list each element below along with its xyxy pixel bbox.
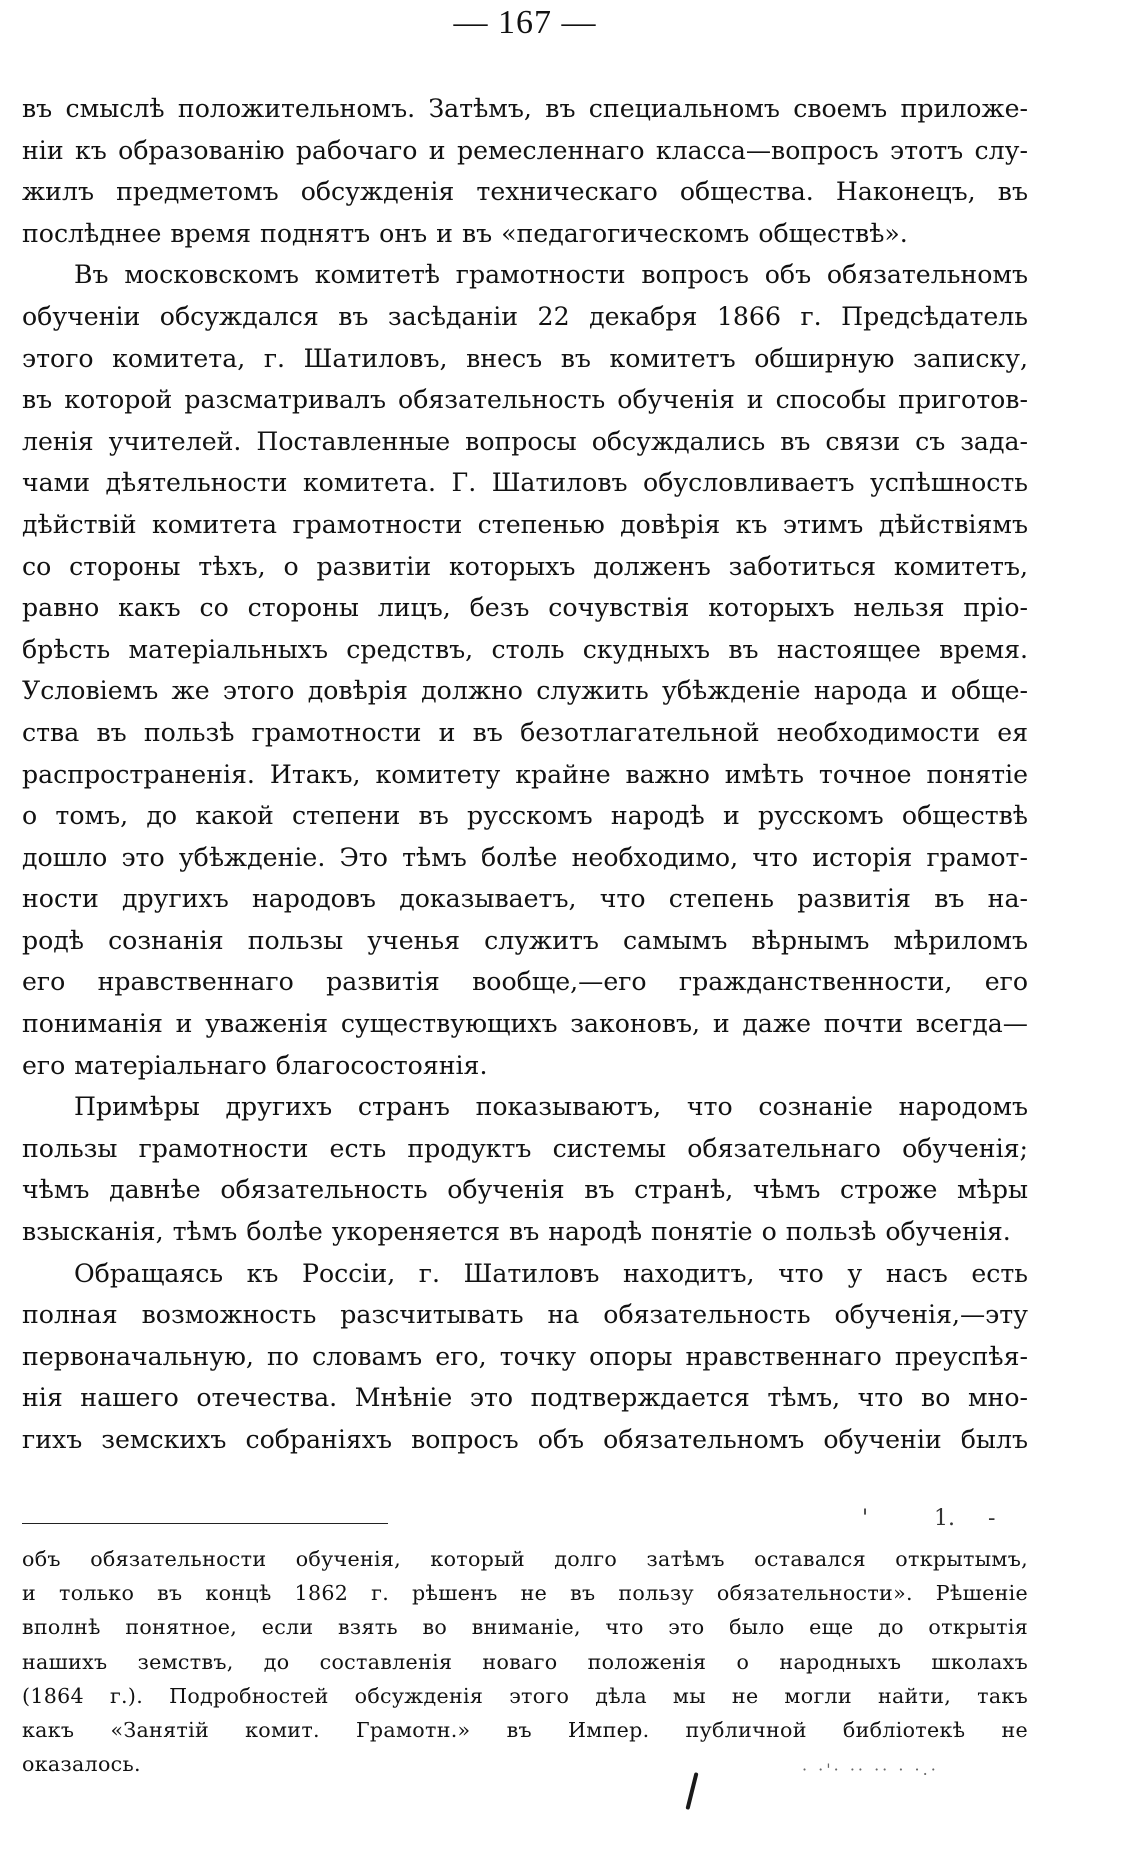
text-line: дошло это убѣжденiе. Это тѣмъ болѣе необходимо, что исторiя грамот- [22, 842, 1028, 872]
footnote-line: оказалось. [22, 1752, 141, 1777]
text-line: нiя нашего отечества. Мнѣнiе это подтверждается тѣмъ, что во мно- [22, 1383, 1028, 1413]
text-line: въ которой разсматривалъ обязательность обученiя и способы приготов- [22, 385, 1028, 415]
text-line: его матерiальнаго благосостоянiя. [22, 1050, 488, 1080]
text-line: этого комитета, г. Шатиловъ, внесъ въ комитетъ обширную записку, [22, 343, 1028, 373]
text-line: со стороны тѣхъ, о развитiи которыхъ долженъ заботиться комитетъ, [22, 551, 1028, 581]
text-line: ства въ пользѣ грамотности и въ безотлагательной необходимости ея [22, 717, 1028, 747]
text-line: нiи къ образованiю рабочаго и ремесленнаго класса—вопросъ этотъ слу- [22, 135, 1028, 165]
footnote [22, 1542, 1028, 1781]
book-page [22, 0, 1028, 1853]
text-line: родѣ сознанiя пользы ученья служитъ самымъ вѣрнымъ мѣриломъ [22, 925, 1028, 955]
text-line: въ смыслѣ положительномъ. Затѣмъ, въ специальномъ своемъ приложе- [22, 94, 1028, 123]
text-line: полная возможность разсчитывать на обязательность обученiя,—эту [22, 1300, 1028, 1330]
text-line: его нравственнаго развитiя вообще,—его гражданственности, его [22, 967, 1028, 997]
text-line: первоначальную, по словамъ его, точку опоры нравственнаго преуспѣя- [22, 1341, 1028, 1371]
page-number: — 167 — [453, 4, 597, 41]
text-line: гихъ земскихъ собранiяхъ вопросъ объ обязательномъ обученiи былъ [22, 1425, 1028, 1454]
text-line: послѣднее время поднятъ онъ и въ «педагогическомъ обществѣ». [22, 218, 908, 248]
text-line: Обращаясь къ Россiи, г. Шатиловъ находитъ, что у насъ есть [74, 1258, 1028, 1288]
text-line: распространенiя. Итакъ, комитету крайне важно имѣть точное понятiе [22, 759, 1028, 789]
text-line: ности другихъ народовъ доказываетъ, что степень развитiя въ на- [22, 884, 1028, 914]
text-line: пользы грамотности есть продуктъ системы обязательнаго обученiя; [22, 1133, 1028, 1163]
footnote-divider [22, 1523, 388, 1524]
text-line: чами дѣятельности комитета. Г. Шатиловъ обусловливаетъ успѣшность [22, 468, 1028, 498]
stray-mark: - [988, 1506, 996, 1531]
footnote-line: нашихъ земствъ, до составленiя новаго положенiя о народныхъ школахъ [22, 1649, 1028, 1674]
text-line: Въ московскомъ комитетѣ грамотности вопросъ объ обязательномъ [74, 260, 1028, 290]
footnote-line: и только въ концѣ 1862 г. рѣшенъ не въ пользу обязательности». Рѣшенiе [22, 1581, 1028, 1606]
text-line: взысканiя, тѣмъ болѣе укореняется въ народѣ понятiе о пользѣ обученiя. [22, 1217, 1011, 1247]
stray-mark: ' [862, 1506, 869, 1531]
footnote-line: какъ «Занятiй комит. Грамотн.» въ Импер. публичной библiотекѣ не [22, 1718, 1028, 1743]
text-line: равно какъ со стороны лицъ, безъ сочувствiя которыхъ нельзя прiо- [22, 593, 1028, 623]
text-line: о томъ, до какой степени въ русскомъ народѣ и русскомъ обществѣ [22, 801, 1028, 831]
text-line: дѣйствiй комитета грамотности степенью довѣрiя къ этимъ дѣйствiямъ [22, 509, 1028, 539]
text-line: жилъ предметомъ обсужденiя техническаго общества. Наконецъ, въ [22, 177, 1028, 207]
text-line: чѣмъ давнѣе обязательность обученiя въ странѣ, чѣмъ строже мѣры [22, 1175, 1028, 1205]
text-line: Условiемъ же этого довѣрiя должно служить убѣжденiе народа и обще- [22, 676, 1028, 706]
scan-specks: · ·'· ·· ·· · ·.· [802, 1760, 939, 1779]
footnote-line: вполнѣ понятное, если взять во вниманiе, что это было еще до открытiя [22, 1615, 1028, 1640]
footnote-line: объ обязательности обученiя, который долго затѣмъ оставался открытымъ, [22, 1547, 1028, 1571]
text-line: Примѣры другихъ странъ показываютъ, что сознанiе народомъ [74, 1092, 1028, 1122]
text-line: ленiя учителей. Поставленные вопросы обсуждались въ связи съ зада- [22, 426, 1028, 456]
text-line: пониманiя и уваженiя существующихъ законовъ, и даже почти всегда— [22, 1009, 1028, 1039]
text-line: брѣсть матерiальныхъ средствъ, столь скудныхъ въ настоящее время. [22, 634, 1028, 664]
footnote-line: (1864 г.). Подробностей обсужденiя этого дѣла мы не могли найти, такъ [22, 1683, 1028, 1708]
main-text [22, 88, 1028, 1461]
stray-mark: 1. [934, 1506, 955, 1531]
text-line: обученiи обсуждался въ засѣданiи 22 декабря 1866 г. Предсѣдатель [22, 301, 1028, 331]
